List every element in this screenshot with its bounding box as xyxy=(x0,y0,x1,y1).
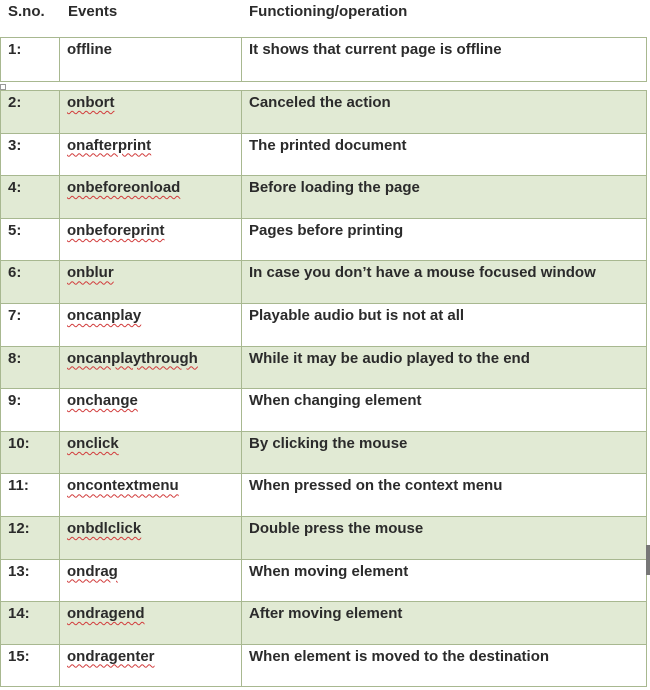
event-description: In case you don’t have a mouse focused window xyxy=(242,261,647,304)
event-cell xyxy=(60,346,242,389)
table-row xyxy=(1,261,647,304)
row-number: 2: xyxy=(1,91,60,134)
table-row xyxy=(1,38,647,82)
row-number: 13: xyxy=(1,559,60,602)
table-row xyxy=(1,176,647,219)
table-row xyxy=(1,516,647,559)
event-name: onblur xyxy=(67,264,114,282)
event-description: Before loading the page xyxy=(242,176,647,219)
table-row xyxy=(1,303,647,346)
event-name: onbeforeprint xyxy=(67,221,165,239)
event-cell xyxy=(60,133,242,176)
table-row xyxy=(1,644,647,687)
row-number: 8: xyxy=(1,346,60,389)
event-description: After moving element xyxy=(242,602,647,645)
event-description: Double press the mouse xyxy=(242,516,647,559)
event-name: onclick xyxy=(67,434,119,452)
row-number: 12: xyxy=(1,516,60,559)
event-name: onbeforeonload xyxy=(67,179,181,197)
event-cell xyxy=(60,176,242,219)
event-name: ondragenter xyxy=(67,647,155,665)
event-description: When element is moved to the destination xyxy=(242,644,647,687)
row-number: 9: xyxy=(1,389,60,432)
row-number: 7: xyxy=(1,303,60,346)
event-name: oncanplaythrough xyxy=(67,349,198,367)
row-number: 14: xyxy=(1,602,60,645)
event-description: Canceled the action xyxy=(242,91,647,134)
row-number: 3: xyxy=(1,133,60,176)
event-description: By clicking the mouse xyxy=(242,431,647,474)
event-name: offline xyxy=(60,38,242,82)
row-number: 10: xyxy=(1,431,60,474)
event-description: Pages before printing xyxy=(242,218,647,261)
event-cell xyxy=(60,218,242,261)
event-name: ondrag xyxy=(67,562,118,580)
event-description: When pressed on the context menu xyxy=(242,474,647,517)
table-resize-handle[interactable] xyxy=(646,545,650,575)
row-number: 1: xyxy=(1,38,60,82)
event-cell xyxy=(60,303,242,346)
event-name: ondragend xyxy=(67,605,145,623)
event-cell xyxy=(60,559,242,602)
table-row xyxy=(1,133,647,176)
header-function: Functioning/operation xyxy=(249,3,408,20)
event-description: It shows that current page is offline xyxy=(242,38,647,82)
event-cell xyxy=(60,389,242,432)
events-table-part2 xyxy=(0,90,647,687)
table-row xyxy=(1,91,647,134)
row-number: 6: xyxy=(1,261,60,304)
event-cell xyxy=(60,261,242,304)
table-row xyxy=(1,602,647,645)
table-row xyxy=(1,474,647,517)
event-description: When changing element xyxy=(242,389,647,432)
events-table-part1 xyxy=(0,37,647,82)
event-name: onbdlclick xyxy=(67,519,142,537)
header-sno: S.no. xyxy=(8,3,45,20)
event-cell xyxy=(60,474,242,517)
event-description: While it may be audio played to the end xyxy=(242,346,647,389)
row-number: 15: xyxy=(1,644,60,687)
event-description: Playable audio but is not at all xyxy=(242,303,647,346)
table-row xyxy=(1,389,647,432)
row-number: 11: xyxy=(1,474,60,517)
event-description: The printed document xyxy=(242,133,647,176)
event-name: onchange xyxy=(67,392,138,410)
event-cell xyxy=(60,516,242,559)
event-name: oncanplay xyxy=(67,306,142,324)
table-header xyxy=(0,0,646,36)
table-row xyxy=(1,559,647,602)
event-cell xyxy=(60,602,242,645)
event-description: When moving element xyxy=(242,559,647,602)
event-name: onbort xyxy=(67,94,115,111)
table-row xyxy=(1,218,647,261)
event-name: oncontextmenu xyxy=(67,477,179,495)
row-number: 5: xyxy=(1,218,60,261)
event-cell xyxy=(60,644,242,687)
event-name: onafterprint xyxy=(67,136,152,154)
row-number: 4: xyxy=(1,176,60,219)
event-cell xyxy=(60,91,242,134)
table-row xyxy=(1,346,647,389)
header-events: Events xyxy=(68,3,118,20)
table-row xyxy=(1,431,647,474)
event-cell xyxy=(60,431,242,474)
